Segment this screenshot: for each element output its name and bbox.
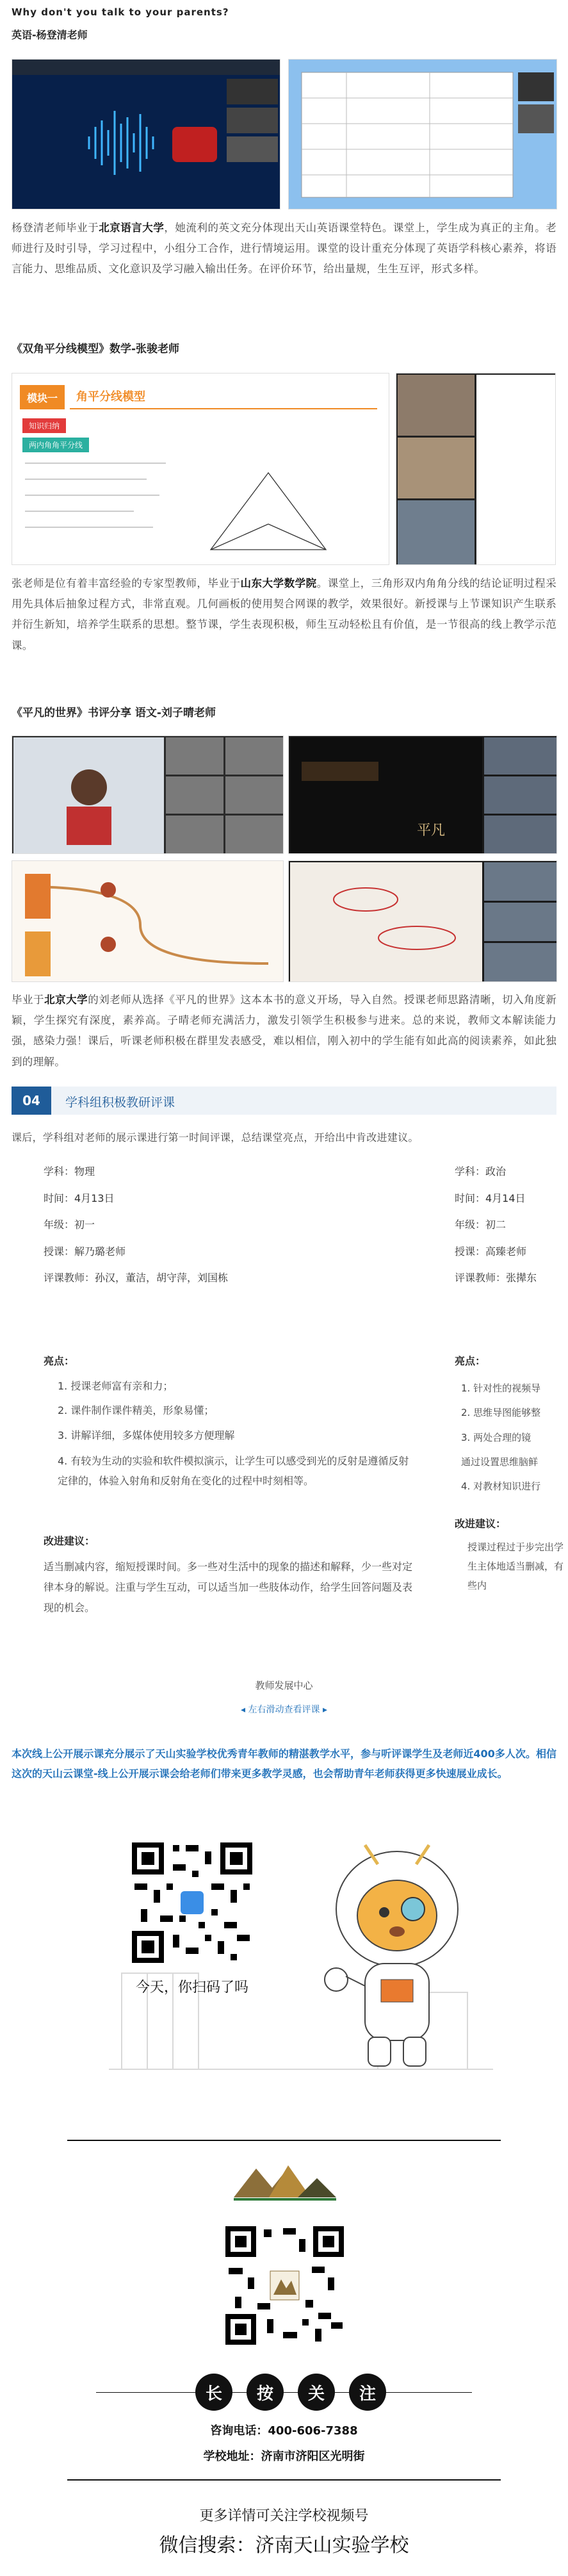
- footer-top-divider: [67, 2140, 501, 2141]
- list-item: 2. 课件制作课件精美，形象易懂；: [58, 1404, 215, 1417]
- chinese-screenshot-1: [12, 735, 284, 854]
- list-item: 1. 针对性的视频导: [461, 1382, 541, 1394]
- video-participants: [396, 373, 556, 565]
- bisector-tag: 两内角角平分线: [22, 438, 89, 452]
- qr-code-icon[interactable]: [128, 1839, 256, 1967]
- audio-wave-illustration: [12, 60, 280, 209]
- footer-qr-code-icon[interactable]: [222, 2223, 347, 2348]
- section-chinese-title: 《平凡的世界》书评分享 语文-刘子晴老师: [12, 707, 216, 719]
- english-screenshot-right: [288, 59, 557, 209]
- list-item: 2. 思维导图能够整: [461, 1407, 541, 1419]
- review-right-highlights: [461, 1376, 568, 1498]
- footer-address: 学校地址：济南市济阳区光明街: [203, 2450, 365, 2463]
- list-item: 3. 两处合理的镜: [461, 1431, 531, 1443]
- research-signature: 教师发展中心: [255, 1680, 313, 1691]
- list-item: 4. 有较为生动的实验和软件模拟演示，让学生可以感受到光的反射是遵循反射定律的，体验入射角和反射角在变化的过程中时刻相等。: [58, 1455, 409, 1487]
- review-right-reviewers: 评课教师：张撵东: [455, 1272, 537, 1284]
- footer-phone: 咨询电话：400-606-7388: [210, 2424, 358, 2438]
- math-slide: [12, 373, 389, 565]
- english-university: 北京语言大学: [99, 222, 165, 234]
- module-badge: 模块一: [20, 385, 65, 409]
- research-number: 04: [12, 1087, 51, 1115]
- review-left-grade: 年级：初一: [44, 1218, 95, 1231]
- chinese-screenshot-4: [288, 860, 557, 982]
- school-logo-icon: [234, 2162, 336, 2201]
- qr-caption: 今天，你扫码了吗: [135, 1980, 248, 1996]
- review-left-highlights-label: 亮点：: [44, 1355, 75, 1367]
- list-item: 通过设置思维脑鲜: [461, 1456, 539, 1468]
- section-math-title: 《双角平分线模型》数学-张骏老师: [12, 343, 180, 356]
- astronaut-mascot-icon: [320, 1826, 474, 2082]
- press-char-1: 长: [195, 2374, 232, 2411]
- review-left-info: [44, 1158, 428, 1292]
- chinese-paragraph: 毕业于北京大学的刘老师从选择《平凡的世界》这本本书的意义开场，导入自然。授课老师思路清晰，切入角度新颖，学生探究有深度，素养高。子晴老师充满活力，激发引领学生积极参与进来。总的来说，教师文本解读能力强，感染力强！课后，听课老师积极在群里发表感受，难以相信，刚入初中的学生能有如此高的阅读素养，如此独到的理解。: [12, 994, 557, 1068]
- list-item: 4. 对教材知识进行: [461, 1481, 541, 1492]
- footer-more: 更多详情可关注学校视频号: [199, 2508, 369, 2524]
- review-right-teacher: 授课：高臻老师: [455, 1245, 527, 1258]
- knowledge-tag: 知识归纳: [22, 418, 66, 433]
- press-char-4: 注: [349, 2374, 386, 2411]
- list-item: 3. 讲解详细，多媒体使用较多方便理解: [58, 1429, 235, 1441]
- press-line: [96, 2392, 472, 2393]
- review-left-improve: 适当删减内容，缩短授课时间。多一些对生活中的现象的描述和解释，少一些对定律本身的解说。注重与学生互动，可以适当加一些肢体动作，给学生回答问题及表现的机会。: [44, 1561, 413, 1614]
- geometry-diagram: [19, 454, 384, 562]
- math-university: 山东大学数学院: [240, 577, 317, 589]
- review-right-date: 时间：4月14日: [455, 1192, 526, 1204]
- english-paragraph: 杨登清老师毕业于北京语言大学，她流利的英文充分体现出天山英语课堂特色。课堂上，学生成为真正的主角。老师进行及时引导，学习过程中，小组分工合作，进行情境运用。课堂的设计重充分体现了英语学科核心素养，将语言能力、思维品质、文化意识及学习融入输出任务。在评价环节，给出量规，生生互评，形式多样。: [12, 222, 556, 275]
- research-header-bar: [12, 1087, 556, 1115]
- math-paragraph: 张老师是位有着丰富经验的专家型教师，毕业于山东大学数学院。课堂上，三角形双内角角分线的结论证明过程采用先具体后抽象过程方式，非常直观。几何画板的使用契合网课的教学，效果很好。新授课与上节课知识产生联系并衍生新知，培养学生联系的思想。整节课，学生表现积极，师生互动轻松且有价值，是一节很高的线上教学示范课。: [12, 577, 556, 652]
- closing-text: 本次线上公开展示课充分展示了天山实验学校优秀青年教师的精湛教学水平，参与听评课学生及老师近400多人次。相信这次的天山云课堂-线上公开展示课会给老师们带来更多教学灵感，也会帮助青年老师获得更多快速展业成长。: [12, 1748, 556, 1780]
- review-right-highlights-label: 亮点：: [455, 1355, 486, 1367]
- review-right-improve: 授课过程过于步完出学生主体地适当删减，有些内: [467, 1541, 564, 1591]
- review-right-card[interactable]: [455, 1158, 568, 1607]
- review-right-grade: 年级：初二: [455, 1218, 507, 1231]
- section-english-subtitle: 英语-杨登清老师: [12, 29, 88, 41]
- press-char-2: 按: [247, 2374, 284, 2411]
- swipe-hint[interactable]: ◂ 左右滑动查看评课 ▸: [241, 1705, 327, 1715]
- english-screenshot-left: [12, 59, 280, 209]
- book-title-text: 平凡: [417, 823, 446, 839]
- review-right-subject: 学科：政治: [455, 1165, 507, 1177]
- chinese-video-grid-1: [12, 736, 284, 854]
- list-item: 1. 授课老师富有亲和力；: [58, 1380, 174, 1392]
- review-left-date: 时间：4月13日: [44, 1192, 115, 1204]
- math-video-grid: [396, 373, 556, 565]
- press-char-3: 关: [298, 2374, 335, 2411]
- footer-wechat: 微信搜索：济南天山实验学校: [159, 2534, 409, 2557]
- review-left-teacher: 授课：解乃璐老师: [44, 1245, 126, 1258]
- review-left-subject: 学科：物理: [44, 1165, 95, 1177]
- research-intro: 课后，学科组对老师的展示课进行第一时间评课，总结课堂亮点，开给出中肯改进建议。: [12, 1131, 419, 1144]
- chinese-university: 北京大学: [44, 994, 88, 1006]
- chinese-mindmap: [12, 861, 284, 982]
- qr-scene: [109, 1826, 493, 2127]
- review-left-reviewers: 评课教师：孙汉，董洁，胡守萍，刘国栋: [44, 1272, 229, 1284]
- module-title: 角平分线模型: [70, 385, 377, 409]
- footer-bottom-divider: [67, 2479, 501, 2481]
- chinese-screenshot-2: [288, 735, 557, 854]
- review-right-improve-label: 改进建议：: [455, 1518, 507, 1530]
- section-english-question: Why don't you talk to your parents?: [12, 6, 229, 18]
- chinese-screenshot-3: [12, 860, 284, 982]
- chinese-mindmap-dark: [289, 861, 557, 982]
- english-table-slide: [289, 60, 557, 209]
- review-left-highlights: [58, 1374, 416, 1491]
- review-left-improve-label: 改进建议：: [44, 1535, 95, 1547]
- research-title: 学科组积极教研评课: [65, 1095, 175, 1110]
